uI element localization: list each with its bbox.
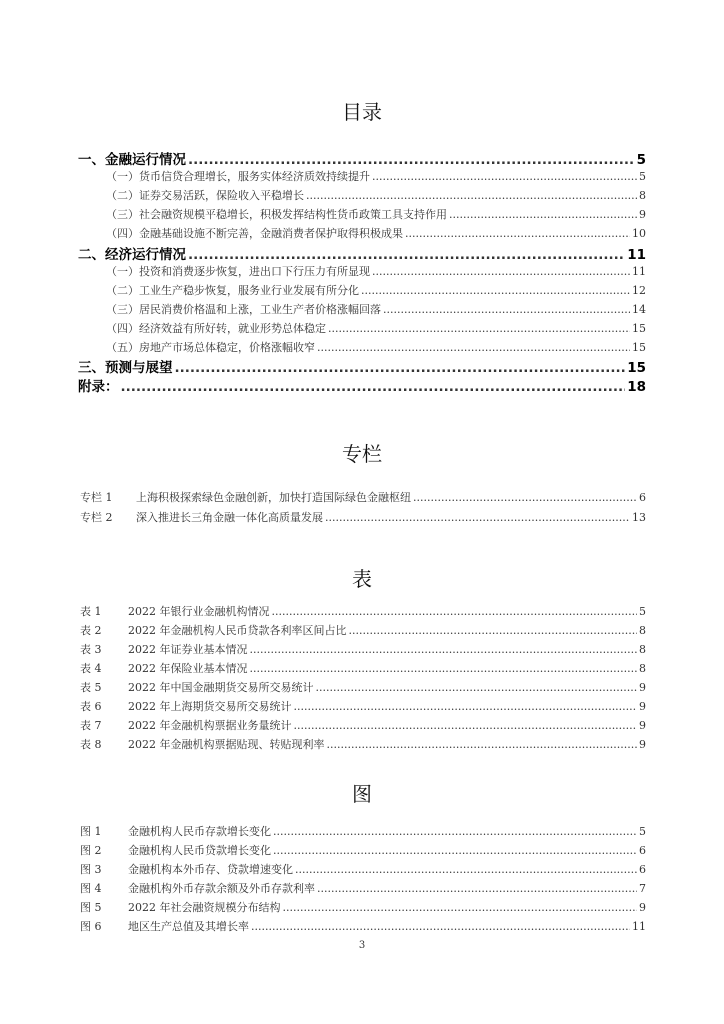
leader-dots [449, 208, 637, 221]
leader-dots [188, 152, 635, 168]
toc-chapter-2[interactable] [78, 243, 646, 263]
leader-dots [372, 265, 630, 278]
leader-dots [294, 719, 638, 732]
table-entry-number: 表 7 [80, 719, 102, 732]
table-entry[interactable] [80, 622, 646, 638]
leader-dots [328, 322, 630, 335]
leader-dots [250, 643, 638, 656]
column-entry-number: 专栏 2 [80, 511, 113, 524]
leader-dots [316, 681, 638, 694]
table-entry-label: 2022 年保险业基本情况 [128, 662, 248, 675]
toc-page-number: 15 [632, 341, 646, 354]
toc-page-number: 5 [639, 605, 646, 618]
toc-page-number: 6 [639, 863, 646, 876]
toc-item-label: （四）金融基础设施不断完善，金融消费者保护取得积极成果 [106, 227, 403, 240]
toc-page-number: 15 [627, 360, 646, 376]
page-number: 3 [358, 940, 366, 951]
toc-item-label: （五）房地产市场总体稳定，价格涨幅收窄 [106, 341, 315, 354]
figure-entry-number: 图 3 [80, 863, 102, 876]
toc-page-number: 12 [632, 284, 646, 297]
table-entry-label: 2022 年金融机构票据业务量统计 [128, 719, 292, 732]
leader-dots [294, 700, 638, 713]
leader-dots [361, 284, 630, 297]
toc-item[interactable] [106, 263, 646, 279]
toc-page-number: 9 [639, 681, 646, 694]
table-entry-number: 表 1 [80, 605, 102, 618]
toc-item[interactable] [106, 187, 646, 203]
table-entry-number: 表 8 [80, 738, 102, 751]
toc-item[interactable] [106, 168, 646, 184]
column-entry-label: 深入推进长三角金融一体化高质量发展 [136, 511, 323, 524]
leader-dots [325, 511, 630, 524]
figure-entry[interactable] [80, 899, 646, 915]
toc-page-number: 8 [639, 662, 646, 675]
toc-page-number: 9 [639, 208, 646, 221]
toc-page-number: 9 [639, 738, 646, 751]
figure-entry-label: 地区生产总值及其增长率 [128, 920, 249, 933]
toc-page-number: 11 [627, 247, 646, 263]
columns-title: 专栏 [342, 442, 382, 466]
toc-chapter-label: 三、预测与展望 [78, 360, 173, 376]
toc-page-number: 15 [632, 322, 646, 335]
toc-chapter-1[interactable] [78, 148, 646, 168]
toc-item[interactable] [106, 225, 646, 241]
toc-chapter-3[interactable] [78, 356, 646, 376]
leader-dots [273, 844, 637, 857]
figure-entry-label: 金融机构本外币存、贷款增速变化 [128, 863, 293, 876]
table-entry-label: 2022 年中国金融期货交易所交易统计 [128, 681, 314, 694]
column-entry[interactable] [80, 509, 646, 525]
toc-item-label: （二）工业生产稳步恢复，服务业行业发展有所分化 [106, 284, 359, 297]
toc-page-number: 8 [639, 643, 646, 656]
figure-entry-label: 金融机构人民币存款增长变化 [128, 825, 271, 838]
toc-chapter-appendix[interactable] [78, 375, 646, 395]
leader-dots [175, 360, 626, 376]
table-entry-label: 2022 年上海期货交易所交易统计 [128, 700, 292, 713]
toc-page-number: 7 [639, 882, 646, 895]
toc-item-label: （二）证券交易活跃，保险收入平稳增长 [106, 189, 304, 202]
figure-entry[interactable] [80, 880, 646, 896]
column-entry-label: 上海积极探索绿色金融创新，加快打造国际绿色金融枢纽 [136, 491, 411, 504]
toc-page-number: 5 [636, 152, 646, 168]
toc-item-label: （一）投资和消费逐步恢复，进出口下行压力有所显现 [106, 265, 370, 278]
table-entry-number: 表 2 [80, 624, 102, 637]
toc-title: 目录 [342, 100, 382, 124]
toc-page-number: 9 [639, 901, 646, 914]
toc-chapter-label: 附录： [78, 379, 119, 395]
toc-page-number: 13 [632, 511, 646, 524]
column-entry-number: 专栏 1 [80, 491, 113, 504]
toc-item[interactable] [106, 206, 646, 222]
figure-entry[interactable] [80, 842, 646, 858]
leader-dots [317, 882, 637, 895]
toc-item[interactable] [106, 320, 646, 336]
leader-dots [295, 863, 637, 876]
toc-page-number: 9 [639, 719, 646, 732]
figure-entry-number: 图 2 [80, 844, 102, 857]
toc-page-number: 11 [632, 265, 646, 278]
table-entry-number: 表 5 [80, 681, 102, 694]
figure-entry-number: 图 1 [80, 825, 102, 838]
leader-dots [349, 624, 638, 637]
leader-dots [251, 920, 630, 933]
leader-dots [188, 247, 625, 263]
toc-page-number: 8 [639, 189, 646, 202]
table-entry[interactable] [80, 717, 646, 733]
leader-dots [413, 491, 637, 504]
leader-dots [383, 303, 630, 316]
table-entry-number: 表 6 [80, 700, 102, 713]
leader-dots [327, 738, 638, 751]
table-entry[interactable] [80, 603, 646, 619]
leader-dots [372, 170, 637, 183]
leader-dots [306, 189, 637, 202]
toc-page-number: 8 [639, 624, 646, 637]
figure-entry[interactable] [80, 823, 646, 839]
toc-item[interactable] [106, 301, 646, 317]
toc-page-number: 5 [639, 170, 646, 183]
toc-item-label: （三）居民消费价格温和上涨，工业生产者价格涨幅回落 [106, 303, 381, 316]
column-entry[interactable] [80, 489, 646, 505]
table-entry[interactable] [80, 679, 646, 695]
table-entry-label: 2022 年银行业金融机构情况 [128, 605, 270, 618]
leader-dots [283, 901, 638, 914]
table-entry[interactable] [80, 660, 646, 676]
figure-entry-label: 金融机构人民币贷款增长变化 [128, 844, 271, 857]
figure-entry[interactable] [80, 861, 646, 877]
toc-chapter-label: 一、金融运行情况 [78, 152, 186, 168]
toc-page-number: 6 [639, 844, 646, 857]
tables-title: 表 [352, 567, 372, 591]
toc-chapter-label: 二、经济运行情况 [78, 247, 186, 263]
table-entry[interactable] [80, 641, 646, 657]
table-entry-number: 表 3 [80, 643, 102, 656]
figure-entry-label: 金融机构外币存款余额及外币存款利率 [128, 882, 315, 895]
toc-item[interactable] [106, 282, 646, 298]
table-entry-label: 2022 年证券业基本情况 [128, 643, 248, 656]
table-entry-number: 表 4 [80, 662, 102, 675]
figure-entry-number: 图 6 [80, 920, 102, 933]
leader-dots [272, 605, 638, 618]
toc-item-label: （四）经济效益有所好转，就业形势总体稳定 [106, 322, 326, 335]
leader-dots [121, 379, 626, 395]
toc-page-number: 9 [639, 700, 646, 713]
toc-page-number: 14 [632, 303, 646, 316]
figure-entry[interactable] [80, 918, 646, 934]
leader-dots [317, 341, 630, 354]
table-entry[interactable] [80, 736, 646, 752]
toc-page-number: 11 [632, 920, 646, 933]
leader-dots [250, 662, 638, 675]
toc-item[interactable] [106, 339, 646, 355]
toc-item-label: （三）社会融资规模平稳增长，积极发挥结构性货币政策工具支持作用 [106, 208, 447, 221]
table-entry-label: 2022 年金融机构人民币贷款各利率区间占比 [128, 624, 347, 637]
table-entry[interactable] [80, 698, 646, 714]
toc-page-number: 10 [632, 227, 646, 240]
figure-entry-number: 图 5 [80, 901, 102, 914]
figure-entry-number: 图 4 [80, 882, 102, 895]
leader-dots [273, 825, 637, 838]
leader-dots [405, 227, 630, 240]
toc-page-number: 18 [627, 379, 646, 395]
figures-title: 图 [352, 782, 372, 806]
table-entry-label: 2022 年金融机构票据贴现、转贴现利率 [128, 738, 325, 751]
toc-item-label: （一）货币信贷合理增长，服务实体经济质效持续提升 [106, 170, 370, 183]
toc-page-number: 5 [639, 825, 646, 838]
figure-entry-label: 2022 年社会融资规模分布结构 [128, 901, 281, 914]
toc-page-number: 6 [639, 491, 646, 504]
